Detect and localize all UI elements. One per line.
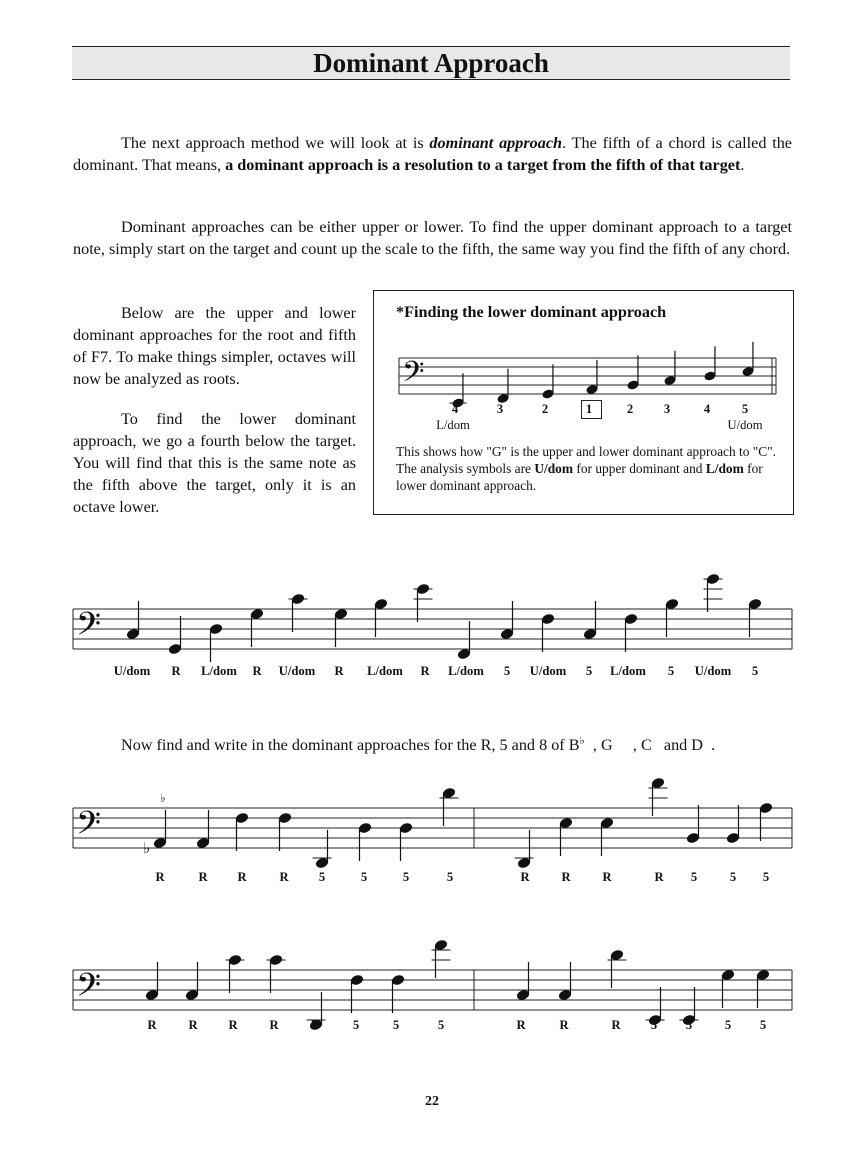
- caption-e: for lower dominant approach.: [396, 461, 763, 493]
- box-step-number: 4: [451, 402, 459, 416]
- exercise-1-label: R: [198, 870, 208, 884]
- exercise-1-label: R: [237, 870, 247, 884]
- exercise-2-label: 5: [724, 1018, 732, 1032]
- exercise-2-label: R: [516, 1018, 526, 1032]
- example-label: L/dom: [448, 664, 484, 678]
- bass-clef-icon: 𝄢: [76, 805, 102, 850]
- bass-clef-icon: 𝄢: [76, 606, 102, 651]
- exercise-2-label: R: [269, 1018, 279, 1032]
- box-step-number: 5: [741, 402, 749, 416]
- example-label: 5: [585, 664, 593, 678]
- exercise-2-label: R: [228, 1018, 238, 1032]
- exercise-1-label: R: [654, 870, 664, 884]
- flat-accidental-icon: ♭: [143, 839, 151, 857]
- box-step-number: 4: [703, 402, 711, 416]
- exercise-2-label: 5: [392, 1018, 400, 1032]
- example-label: U/dom: [529, 664, 567, 678]
- p1-bold-definition: a dominant approach is a resolution to a target from the fifth of that target: [225, 156, 741, 174]
- left-paragraph-1: Below are the upper and lower dominant approaches for the root and fifth of F7. To make things simpler, octaves will now be analyzed as roots.: [73, 304, 356, 388]
- caption-udom: U/dom: [534, 461, 574, 476]
- intro-paragraph-2: Dominant approaches can be either upper or lower. To find the upper dominant approach to a target note, simply start on the target and count up the scale to the fifth, the same way you find the fifth of any chord.: [73, 218, 792, 258]
- exercise-1-label: 5: [402, 870, 410, 884]
- example-label: R: [171, 664, 181, 678]
- exercise-1-label: R: [602, 870, 612, 884]
- instruction-text-b: , G , C and D .: [584, 736, 716, 754]
- example-label: 5: [667, 664, 675, 678]
- bass-clef-icon: 𝄢: [76, 967, 102, 1012]
- exercise-2-label: 5: [310, 1018, 318, 1032]
- exercise-1-label: 5: [446, 870, 454, 884]
- p1-text-e: .: [740, 156, 745, 174]
- left-paragraph-2: To find the lower dominant approach, we go a fourth below the target. You will find that this is the same note as the fifth above the target, only it is an octave lower.: [73, 410, 356, 516]
- box-step-number: 1: [585, 402, 593, 416]
- box-step-number: 2: [541, 402, 549, 416]
- exercise-1-label: 5: [690, 870, 698, 884]
- box-title: *Finding the lower dominant approach: [396, 303, 667, 321]
- caption-ldom: L/dom: [705, 461, 744, 476]
- exercise-1-label: 5: [729, 870, 737, 884]
- exercise-2-label: R: [147, 1018, 157, 1032]
- example-label: 5: [503, 664, 511, 678]
- p1-text-a: The next approach method we will look at is: [121, 134, 430, 152]
- example-label: U/dom: [278, 664, 316, 678]
- example-label: R: [252, 664, 262, 678]
- example-label: 5: [751, 664, 759, 678]
- exercise-2-label: 5: [759, 1018, 767, 1032]
- exercise-1-label: R: [155, 870, 165, 884]
- example-label: L/dom: [201, 664, 237, 678]
- exercise-2-label: 5: [650, 1018, 658, 1032]
- box-label-ldom: L/dom: [436, 418, 470, 432]
- example-label: R: [334, 664, 344, 678]
- example-label: L/dom: [367, 664, 403, 678]
- box-step-number: 3: [496, 402, 504, 416]
- instruction-line: [121, 730, 715, 756]
- instruction-text-a: Now find and write in the dominant approaches for the R, 5 and 8 of B: [121, 736, 580, 754]
- exercise-1-label: 5: [762, 870, 770, 884]
- bass-clef-icon: 𝄢: [402, 354, 425, 396]
- example-label: U/dom: [113, 664, 151, 678]
- page-title: Dominant Approach: [72, 46, 790, 80]
- exercise-2-label: 5: [437, 1018, 445, 1032]
- flat-mark-icon: ♭: [160, 791, 166, 805]
- exercise-1-label: R: [561, 870, 571, 884]
- exercise-1-label: 5: [318, 870, 326, 884]
- caption-c: for upper dominant and: [573, 461, 706, 476]
- example-label: U/dom: [694, 664, 732, 678]
- box-step-number: 3: [663, 402, 671, 416]
- p1-emphasis: dominant approach: [429, 134, 563, 152]
- exercise-1-label: R: [279, 870, 289, 884]
- exercise-2-label: R: [188, 1018, 198, 1032]
- p1-text-c: . The fifth of a chord is called the dominant. That means,: [73, 134, 792, 174]
- example-label: R: [420, 664, 430, 678]
- box-step-number: 2: [626, 402, 634, 416]
- exercise-2-label: 5: [352, 1018, 360, 1032]
- example-label: L/dom: [610, 664, 646, 678]
- exercise-2-label: 5: [685, 1018, 693, 1032]
- target-box-outline: [581, 400, 602, 419]
- exercise-2-label: R: [611, 1018, 621, 1032]
- caption-a: This shows how "G" is the upper and lower dominant approach to "C". The analysis symbols are: [396, 444, 777, 476]
- box-label-udom: U/dom: [727, 418, 763, 432]
- flat-sign-text: ♭: [579, 735, 585, 747]
- exercise-1-label: 5: [360, 870, 368, 884]
- page-number: 22: [425, 1094, 439, 1109]
- exercise-1-label: R: [520, 870, 530, 884]
- exercise-2-label: R: [559, 1018, 569, 1032]
